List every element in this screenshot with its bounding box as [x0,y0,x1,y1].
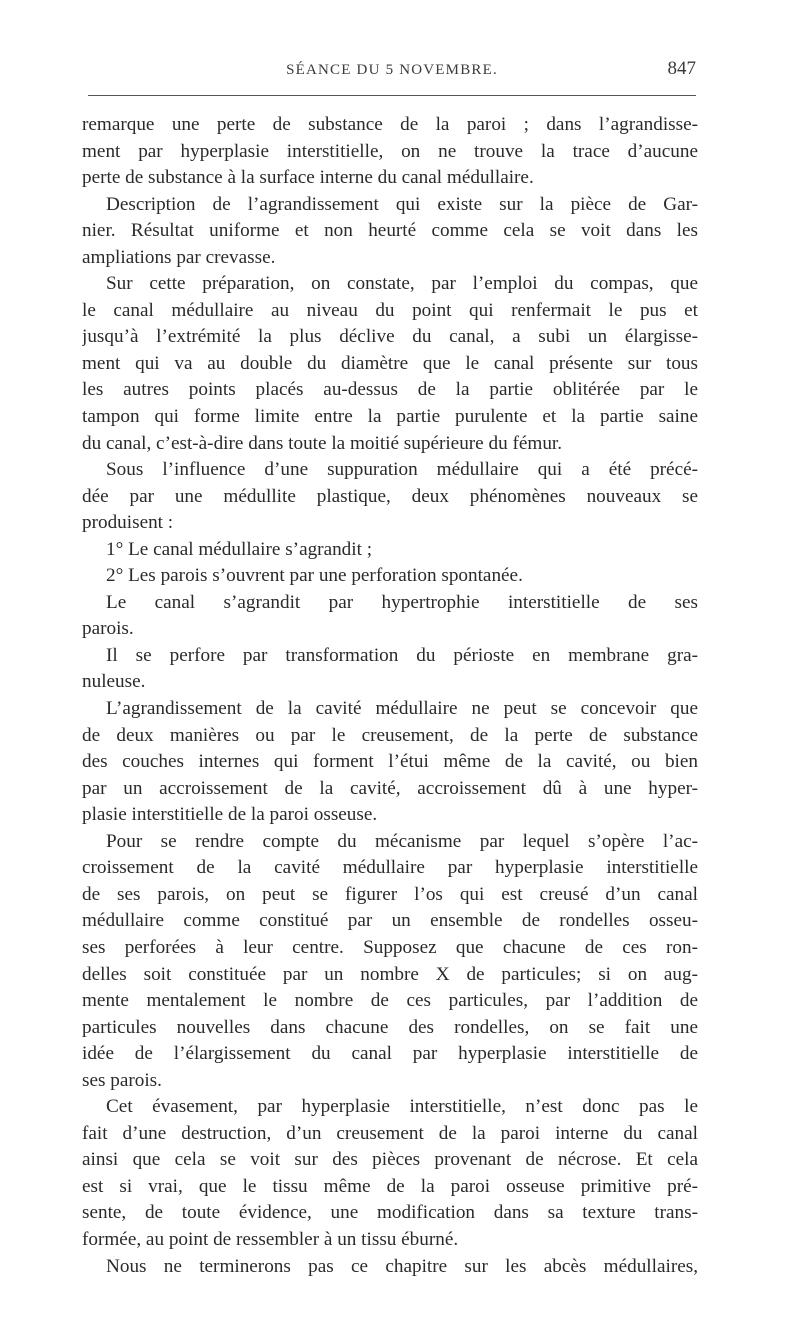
text-line: delles soit constituée par un nombre X de particules; si on aug- [82,963,698,985]
text-line: Pour se rendre compte du mécanisme par lequel s’opère l’ac- [106,830,698,852]
text-line: Nous ne terminerons pas ce chapitre sur les abcès médullaires, [106,1255,698,1277]
text-line: de deux manières ou par le creusement, de la perte de substance [82,724,698,746]
text-line: mente mentalement le nombre de ces particules, par l’addition de [82,990,698,1012]
text-line: Cet évasement, par hyperplasie interstitielle, n’est donc pas le [106,1096,698,1118]
text-line: Il se perfore par transformation du périoste en membrane gra- [106,644,698,666]
text-line: du canal, c’est-à-dire dans toute la moitié supérieure du fémur. [82,432,563,454]
text-line: ainsi que cela se voit sur des pièces provenant de nécrose. Et cela [82,1149,698,1171]
text-line: le canal médullaire au niveau du point qui renfermait le pus et [82,299,698,321]
text-line: médullaire comme constitué par un ensemble de rondelles osseu- [82,910,698,932]
text-line: produisent : [82,512,174,534]
running-title: SÉANCE DU 5 NOVEMBRE. [286,62,498,78]
text-line: est si vrai, que le tissu même de la paroi osseuse primitive pré- [82,1175,698,1197]
text-line: parois. [82,618,134,640]
running-head [88,56,696,86]
page-number: 847 [667,58,696,79]
text-line: ment qui va au double du diamètre que le canal présente sur tous [82,352,698,374]
text-line: plasie interstitielle de la paroi osseuse. [82,804,378,826]
text-line: les autres points placés au-dessus de la partie oblitérée par le [82,379,698,401]
text-line: des couches internes qui forment l’étui même de la cavité, ou bien [82,751,698,773]
text-line: sente, de toute évidence, une modification dans sa texture trans- [82,1202,698,1224]
text-line: perte de substance à la surface interne du canal médullaire. [82,167,534,189]
text-line: remarque une perte de substance de la paroi ; dans l’agrandisse- [82,114,698,135]
text-line: 2° Les parois s’ouvrent par une perforation spontanée. [106,565,523,587]
text-line: ampliations par crevasse. [82,246,276,268]
text-line: idée de l’élargissement du canal par hyperplasie interstitielle de [82,1043,698,1065]
text-line: ses parois. [82,1069,162,1091]
text-line: par un accroissement de la cavité, accroissement dû à une hyper- [82,777,698,799]
header-rule [88,95,696,96]
text-line: Sur cette préparation, on constate, par l’emploi du compas, que [106,273,698,295]
text-line: ment par hyperplasie interstitielle, on ne trouve la trace d’aucune [82,140,698,162]
body-text [82,112,698,1280]
text-line: croissement de la cavité médullaire par hyperplasie interstitielle [82,857,698,879]
text-line: ses perforées à leur centre. Supposez que chacune de ces ron- [82,936,698,958]
text-line: fait d’une destruction, d’un creusement de la paroi interne du canal [82,1122,698,1144]
text-line: particules nouvelles dans chacune des rondelles, on se fait une [82,1016,698,1038]
text-line: nuleuse. [82,671,146,693]
text-line: 1° Le canal médullaire s’agrandit ; [106,538,373,560]
text-line: L’agrandissement de la cavité médullaire ne peut se concevoir que [106,698,698,720]
text-line: nier. Résultat uniforme et non heurté comme cela se voit dans les [82,220,698,242]
text-line: Description de l’agrandissement qui existe sur la pièce de Gar- [106,193,698,215]
text-line: Sous l’influence d’une suppuration médullaire qui a été précé- [106,459,698,481]
text-line: jusqu’à l’extrémité la plus déclive du canal, a subi un élargisse- [82,326,698,348]
text-line: formée, au point de ressembler à un tissu éburné. [82,1228,459,1250]
text-line: de ses parois, on peut se figurer l’os qui est creusé d’un canal [82,883,698,905]
text-line: dée par une médullite plastique, deux phénomènes nouveaux se [82,485,698,507]
text-line: tampon qui forme limite entre la partie purulente et la partie saine [82,406,698,428]
text-line: Le canal s’agrandit par hypertrophie interstitielle de ses [106,591,698,613]
